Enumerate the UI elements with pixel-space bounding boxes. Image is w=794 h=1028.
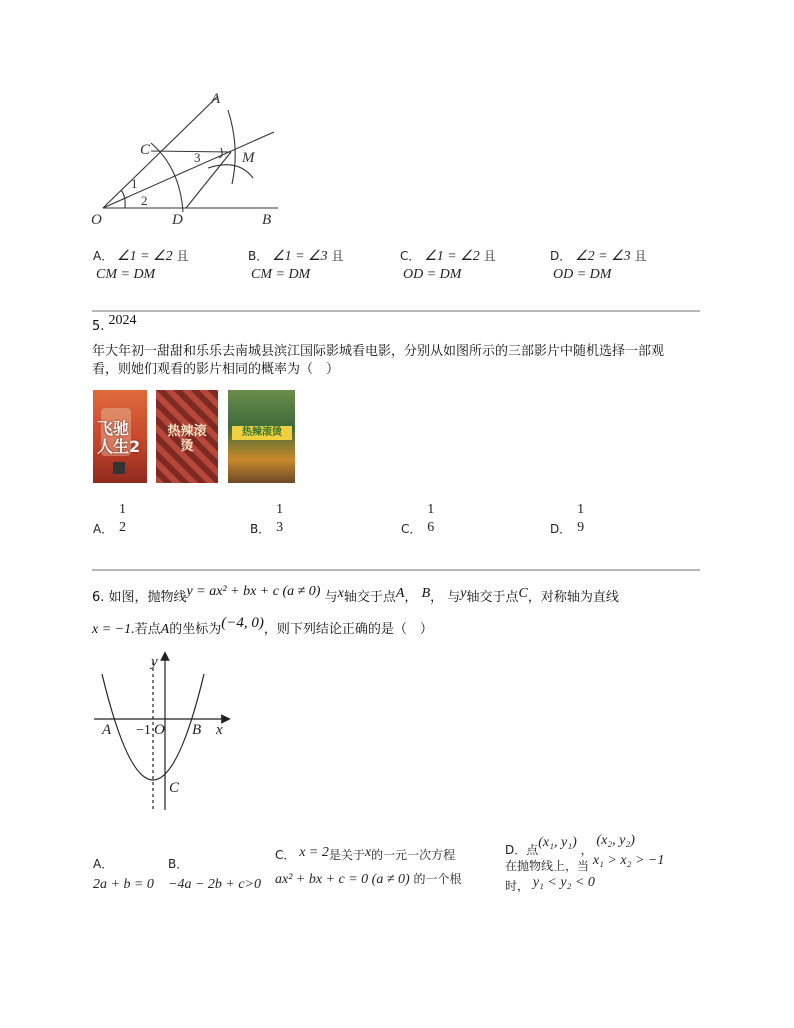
fraction-numerator: 1: [119, 502, 127, 517]
angle-construction-figure: [88, 88, 288, 233]
var-y: y: [460, 586, 467, 601]
point-C: C: [518, 586, 528, 601]
label-angle-3: 3: [194, 150, 201, 165]
option-conj: 且: [483, 249, 496, 263]
option-letter: D．: [550, 249, 572, 263]
q6-prefix: 6. 如图，抛物线: [92, 590, 187, 605]
option-expr-2: ax² + bx + c = 0 (a ≠ 0): [275, 872, 410, 887]
text: 在抛物线上，当: [505, 859, 590, 873]
q5-text-line1: 年大年初一甜甜和乐乐去南城县滨江国际影城看电影，分别从如图所示的三部影片中随机选择一部观: [92, 344, 665, 359]
option-letter: C．: [275, 848, 296, 862]
option-conj: 且: [634, 249, 647, 263]
label-y: y: [151, 654, 158, 670]
var-x: x: [364, 845, 372, 860]
text: 的一元一次方程: [371, 848, 456, 862]
label-O: O: [91, 212, 102, 228]
option-letter: C．: [400, 249, 421, 263]
movie-poster-2: [156, 390, 218, 483]
text: 轴交于点: [466, 590, 519, 605]
text: 与: [447, 590, 461, 605]
question-year: 2024: [108, 313, 137, 328]
option-letter: B．: [248, 249, 269, 263]
label-O: O: [154, 722, 165, 738]
point-A: A: [160, 622, 170, 637]
text: 时，: [505, 879, 530, 893]
fraction-numerator: 1: [577, 502, 585, 517]
option-expr: ∠1 = ∠2: [117, 249, 173, 264]
option-expr-2: OD = DM: [403, 267, 462, 282]
label-neg1: −1: [136, 723, 151, 738]
coordinate: (−4, 0): [221, 615, 264, 631]
condition: x₁ > x₂ > −1: [592, 853, 665, 868]
var-x: x: [337, 586, 344, 601]
fraction-denominator: 2: [119, 520, 127, 535]
segment-CM: [151, 151, 231, 152]
ray-OM: [103, 132, 274, 208]
parabola-graph: [88, 650, 238, 818]
text: ，对称轴为直线: [527, 590, 619, 605]
q4-option-d[interactable]: [550, 247, 646, 283]
q4-option-a[interactable]: [93, 247, 188, 283]
text: 与: [324, 590, 338, 605]
poster-title: 热辣滚烫: [167, 424, 207, 454]
fraction-denominator: 9: [577, 520, 585, 535]
option-expr: ∠2 = ∠3: [575, 249, 631, 264]
label-A: A: [211, 91, 221, 107]
fraction-numerator: 1: [276, 502, 284, 517]
q5-option-d[interactable]: [550, 503, 584, 535]
text: ，则下列结论正确的是（ ）: [263, 622, 433, 637]
label-angle-1: 1: [131, 176, 138, 191]
label-B: B: [192, 722, 202, 738]
label-C: C: [140, 142, 151, 158]
text: 的一个根: [413, 872, 462, 886]
q6-option-d[interactable]: [505, 833, 664, 895]
option-expr-2: CM = DM: [96, 267, 156, 282]
text: 的坐标为: [169, 622, 222, 637]
q5-option-b[interactable]: [250, 503, 283, 535]
q5-option-a[interactable]: [93, 503, 126, 535]
q6-text-line1: [92, 586, 619, 606]
option-letter: A．: [93, 857, 114, 871]
label-A: A: [102, 722, 112, 738]
option-letter: D．: [550, 521, 572, 536]
divider: [92, 569, 700, 571]
option-expr: ∠1 = ∠2: [424, 249, 480, 264]
option-expr: x = 2: [299, 845, 329, 860]
divider: [92, 310, 700, 312]
point-B: B: [421, 586, 431, 601]
option-expr-2: OD = DM: [553, 267, 612, 282]
q6-option-a[interactable]: [93, 855, 154, 893]
q4-option-b[interactable]: [248, 247, 343, 283]
q5-option-c[interactable]: [401, 503, 434, 535]
q5-text-line2: 看，则她们观看的影片相同的概率为（ ）: [92, 362, 340, 377]
symmetry-axis: x = −1.: [92, 622, 135, 637]
q5-heading: [92, 313, 137, 335]
option-letter: C．: [401, 521, 422, 536]
question-number: 5.: [92, 319, 105, 334]
text: ，: [404, 590, 418, 605]
label-angle-2: 2: [141, 193, 148, 208]
option-expr: −4a − 2b + c>0: [168, 877, 262, 892]
parabola-equation: y = ax² + bx + c (a ≠ 0): [186, 584, 321, 599]
option-expr-2: CM = DM: [251, 267, 311, 282]
option-conj: 且: [176, 249, 189, 263]
arc-at-M-1: [228, 110, 235, 184]
option-letter: D．点: [505, 843, 539, 857]
option-letter: B．: [250, 521, 271, 536]
q6-text-line2: [92, 615, 433, 638]
fraction-denominator: 6: [427, 520, 435, 535]
option-letter: A．: [93, 521, 114, 536]
option-letter: A．: [93, 249, 114, 263]
text: 轴交于点: [343, 590, 396, 605]
fraction-numerator: 1: [427, 502, 435, 517]
text: 是关于: [328, 848, 365, 862]
option-expr: 2a + b = 0: [93, 877, 154, 892]
q4-option-c[interactable]: [400, 247, 496, 283]
point-2: (x₂, y₂): [596, 833, 635, 848]
arc-at-M-2: [208, 165, 253, 178]
movie-poster-1: [93, 390, 147, 483]
poster-title: 热辣滚烫: [242, 427, 282, 438]
label-M: M: [242, 150, 255, 166]
fraction-denominator: 3: [276, 520, 284, 535]
q6-option-c[interactable]: [275, 846, 462, 888]
q6-option-b[interactable]: [168, 855, 261, 893]
option-letter: B．: [168, 857, 189, 871]
label-x: x: [216, 722, 223, 738]
label-D: D: [172, 212, 183, 228]
poster-title: 飞驰人生2: [97, 419, 141, 456]
point-A: A: [395, 586, 405, 601]
option-conj: 且: [331, 249, 344, 263]
option-expr: ∠1 = ∠3: [272, 249, 328, 264]
label-C: C: [169, 780, 180, 796]
segment-DM: [186, 152, 231, 208]
label-B: B: [262, 212, 272, 228]
text: ，: [430, 590, 444, 605]
text: 若点: [134, 622, 161, 637]
result: y₁ < y₂ < 0: [532, 875, 595, 890]
point-1: (x₁, y₁): [538, 835, 577, 850]
text: ，: [580, 843, 593, 857]
movie-poster-3: [228, 390, 295, 483]
arc-CD: [151, 143, 183, 212]
